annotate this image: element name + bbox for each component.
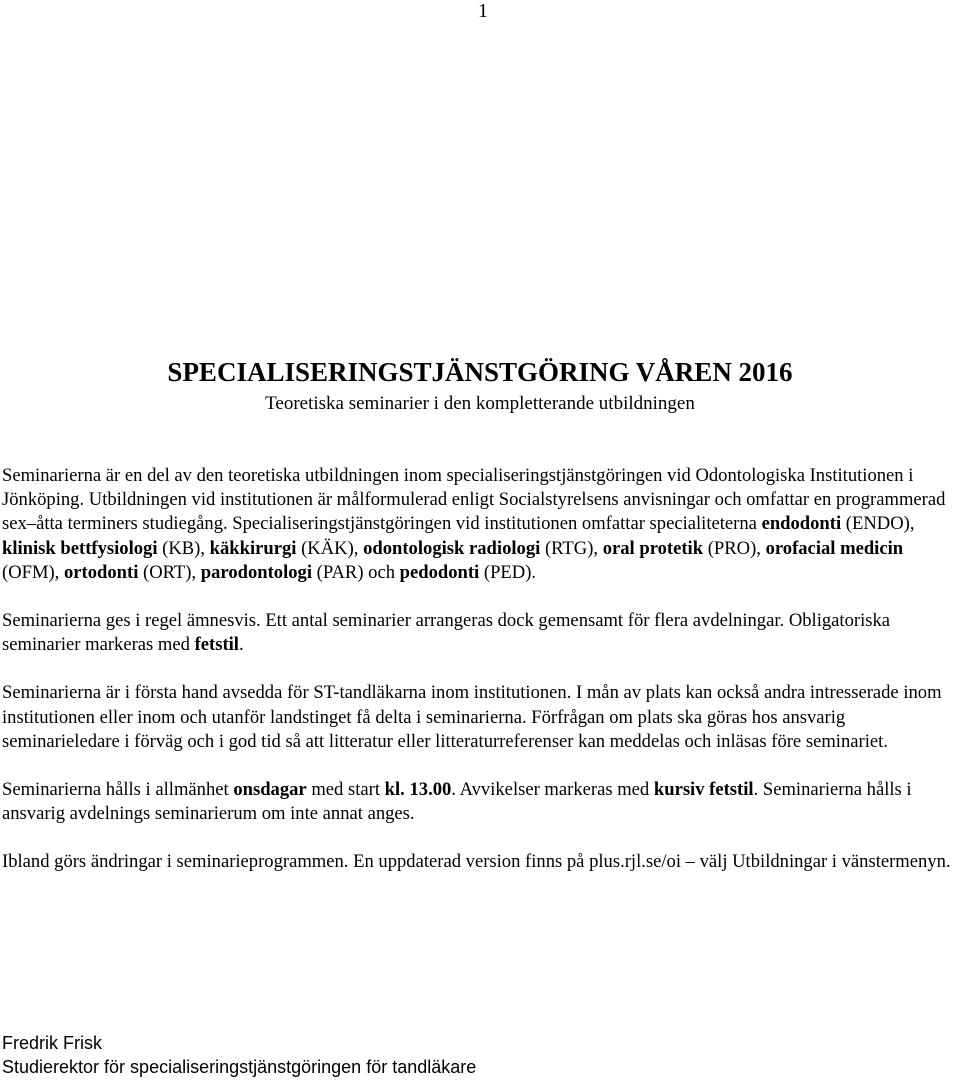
signature-name: Fredrik Frisk xyxy=(2,1033,102,1053)
bold-fetstil: fetstil xyxy=(194,634,239,656)
page-subtitle: Teoretiska seminarier i den kompletterande utbildningen xyxy=(265,393,695,414)
bold-start-time: kl. 13.00 xyxy=(384,779,452,801)
specialty-kak: käkkirurgi xyxy=(209,537,297,559)
specialty-ort: ortodonti xyxy=(63,561,139,583)
signature-block xyxy=(2,1031,476,1079)
page-number: 1 xyxy=(478,0,488,22)
specialty-ped: pedodonti xyxy=(399,561,480,583)
paragraph-subjects: Seminarierna ges i regel ämnesvis. Ett antal seminarier arrangeras dock gemensamt för flera avdelningar. Obligatoriska seminarier markeras med fetstil. xyxy=(2,610,891,656)
paragraph-changes: Ibland görs ändringar i seminarieprogrammen. En uppdaterad version finns på plus.rjl.se/oi – välj Utbildningar i vänstermenyn. xyxy=(2,851,951,873)
paragraph-schedule: Seminarierna hålls i allmänhet onsdagar med start kl. 13.00. Avvikelser markeras med kursiv fetstil. Seminarierna hålls i ansvarig avdelnings seminarierum om inte annat anges. xyxy=(2,779,912,825)
paragraph-intro: Seminarierna är en del av den teoretiska utbildningen inom specialiseringstjänstgöringen vid Odontologiska Institutionen i Jönköping. Utbildningen vid institutionen är målformulerad enligt Socialstyrelsens anvisningar och omfattar en programmerad sex–åtta terminers studiegång. Specialiseringstjänstgöringen vid institutionen omfattar specialiteterna endodonti (ENDO), klinisk bettfysiologi (KB), käkkirurgi (KÄK), odontologisk radiologi (RTG), oral protetik (PRO), orofacial medicin (OFM), ortodonti (ORT), parodontologi (PAR) och pedodonti (PED). xyxy=(2,465,946,583)
specialty-endodonti: endodonti xyxy=(761,513,842,535)
page-title: SPECIALISERINGSTJÄNSTGÖRING VÅREN 2016 xyxy=(167,357,793,387)
paragraph-attendance: Seminarierna är i första hand avsedda för ST-tandläkarna inom institutionen. I mån av plats kan också andra intresserade inom institutionen eller inom och utanför landstinget få delta i seminarierna. Förfrågan om plats ska göras hos ansvarig seminarieledare i förväg och i god tid så att litteratur eller litteraturreferenser kan meddelas och inläsas före seminariet. xyxy=(2,682,942,752)
bold-kursiv-fetstil: kursiv fetstil xyxy=(653,779,754,801)
specialty-rtg: odontologisk radiologi xyxy=(363,537,541,559)
signature-role: Studierektor för specialiseringstjänstgöringen för tandläkare xyxy=(2,1057,477,1077)
document-body xyxy=(2,464,958,899)
specialty-pro: oral protetik xyxy=(602,537,704,559)
bold-onsdagar: onsdagar xyxy=(233,779,307,801)
specialty-ofm: orofacial medicin xyxy=(765,537,904,559)
specialty-kb: klinisk bettfysiologi xyxy=(2,537,158,559)
specialty-par: parodontologi xyxy=(200,561,313,583)
